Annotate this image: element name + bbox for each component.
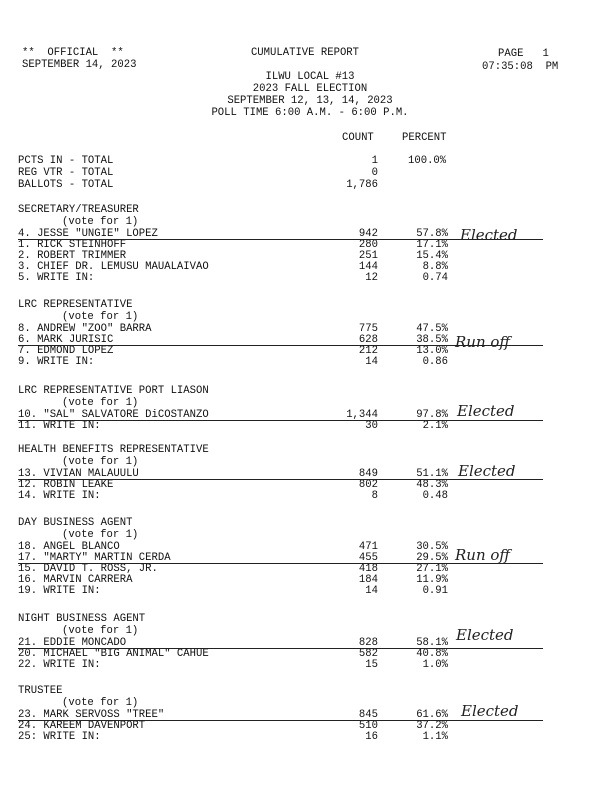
candidate-name: 2. ROBERT TRIMMER	[18, 250, 127, 262]
candidate-percent: 48.3%	[416, 479, 448, 491]
org-name: ILWU LOCAL #13	[265, 71, 355, 83]
candidate-name: 10. "SAL" SALVATORE DiCOSTANZO	[18, 409, 209, 421]
vote-for-label: (vote for 1)	[62, 529, 139, 541]
candidate-count: 144	[358, 261, 378, 273]
candidate-name: 23. MARK SERVOSS "TREE"	[18, 709, 165, 721]
candidate-name: 19. WRITE IN:	[18, 585, 101, 597]
candidate-percent: 57.8%	[416, 228, 448, 240]
candidate-percent: 0.86	[422, 356, 448, 368]
race-title: TRUSTEE	[18, 685, 63, 697]
candidate-count: 471	[358, 541, 378, 553]
vote-for-label: (vote for 1)	[62, 697, 139, 709]
candidate-percent: 15.4%	[416, 250, 448, 262]
candidate-count: 15	[365, 659, 378, 671]
candidate-name: 15. DAVID T. ROSS, JR.	[18, 563, 158, 575]
candidate-count: 942	[358, 228, 378, 240]
candidate-percent: 8.8%	[422, 261, 448, 273]
candidate-percent: 27.1%	[416, 563, 448, 575]
candidate-count: 775	[358, 323, 378, 335]
percent-column-header: PERCENT	[402, 132, 447, 144]
candidate-count: 510	[358, 720, 378, 732]
candidate-name: 17. "MARTY" MARTIN CERDA	[18, 552, 171, 564]
candidate-percent: 30.5%	[416, 541, 448, 553]
candidate-name: 25: WRITE IN:	[18, 731, 101, 743]
candidate-percent: 13.0%	[416, 345, 448, 357]
candidate-count: 30	[365, 420, 378, 432]
candidate-percent: 1.0%	[422, 659, 448, 671]
vote-for-label: (vote for 1)	[62, 625, 139, 637]
handwritten-annotation: Elected	[460, 226, 518, 244]
candidate-name: 18. ANGEL BLANCO	[18, 541, 120, 553]
candidate-name: 6. MARK JURISIC	[18, 334, 114, 346]
candidate-percent: 0.74	[422, 272, 448, 284]
candidate-name: 8. ANDREW "ZOO" BARRA	[18, 323, 152, 335]
candidate-percent: 0.91	[422, 585, 448, 597]
candidate-count: 280	[358, 239, 378, 251]
candidate-count: 16	[365, 731, 378, 743]
candidate-name: 14. WRITE IN:	[18, 490, 101, 502]
totals-count: 0	[371, 167, 378, 179]
candidate-percent: 37.2%	[416, 720, 448, 732]
candidate-count: 849	[358, 468, 378, 480]
winner-underline	[18, 720, 543, 721]
candidate-percent: 1.1%	[422, 731, 448, 743]
candidate-count: 1,344	[346, 409, 378, 421]
candidate-percent: 97.8%	[416, 409, 448, 421]
candidate-count: 845	[358, 709, 378, 721]
candidate-name: 21. EDDIE MONCADO	[18, 637, 127, 649]
page-number: PAGE 1	[498, 48, 549, 60]
race-title: LRC REPRESENTATIVE	[18, 299, 133, 311]
candidate-count: 212	[358, 345, 378, 357]
candidate-name: 9. WRITE IN:	[18, 356, 95, 368]
handwritten-annotation: Elected	[457, 402, 515, 420]
winner-underline	[18, 420, 543, 421]
candidate-percent: 2.1%	[422, 420, 448, 432]
totals-count: 1,786	[346, 179, 378, 191]
candidate-count: 184	[358, 574, 378, 586]
candidate-percent: 51.1%	[416, 468, 448, 480]
vote-for-label: (vote for 1)	[62, 397, 139, 409]
candidate-count: 14	[365, 356, 378, 368]
candidate-name: 20. MICHAEL "BIG ANIMAL" CAHUE	[18, 648, 209, 660]
report-title: CUMULATIVE REPORT	[250, 47, 360, 59]
candidate-percent: 0.48	[422, 490, 448, 502]
election-dates: SEPTEMBER 12, 13, 14, 2023	[227, 95, 393, 107]
candidate-name: 13. VIVIAN MALAUULU	[18, 468, 139, 480]
candidate-count: 14	[365, 585, 378, 597]
candidate-count: 828	[358, 637, 378, 649]
candidate-name: 7. EDMOND LOPEZ	[18, 345, 114, 357]
candidate-percent: 47.5%	[416, 323, 448, 335]
totals-label: PCTS IN - TOTAL	[18, 155, 114, 167]
vote-for-label: (vote for 1)	[62, 216, 139, 228]
candidate-percent: 29.5%	[416, 552, 448, 564]
vote-for-label: (vote for 1)	[62, 311, 139, 323]
candidate-count: 582	[358, 648, 378, 660]
candidate-count: 455	[358, 552, 378, 564]
election-name: 2023 FALL ELECTION	[252, 83, 368, 95]
poll-time: POLL TIME 6:00 A.M. - 6:00 P.M.	[211, 107, 409, 119]
totals-percent: 100.0%	[408, 155, 447, 167]
handwritten-annotation: Run off	[455, 333, 511, 351]
candidate-percent: 58.1%	[416, 637, 448, 649]
official-label: ** OFFICIAL **	[22, 47, 124, 59]
count-column-header: COUNT	[342, 132, 374, 144]
handwritten-annotation: Elected	[456, 626, 514, 644]
report-date: SEPTEMBER 14, 2023	[22, 59, 137, 71]
totals-count: 1	[371, 155, 378, 167]
race-title: LRC REPRESENTATIVE PORT LIASON	[18, 385, 209, 397]
candidate-count: 802	[358, 479, 378, 491]
candidate-count: 12	[365, 272, 378, 284]
candidate-name: 4. JESSE "UNGIE" LOPEZ	[18, 228, 158, 240]
candidate-percent: 11.9%	[416, 574, 448, 586]
candidate-name: 5. WRITE IN:	[18, 272, 95, 284]
handwritten-annotation: Elected	[458, 462, 516, 480]
totals-label: REG VTR - TOTAL	[18, 167, 114, 179]
vote-for-label: (vote for 1)	[62, 456, 139, 468]
candidate-count: 418	[358, 563, 378, 575]
winner-underline	[18, 648, 543, 649]
race-title: NIGHT BUSINESS AGENT	[18, 613, 146, 625]
candidate-name: 12. ROBIN LEAKE	[18, 479, 114, 491]
candidate-name: 24. KAREEM DAVENPORT	[18, 720, 146, 732]
handwritten-annotation: Elected	[461, 702, 519, 720]
race-title: SECRETARY/TREASURER	[18, 204, 139, 216]
totals-label: BALLOTS - TOTAL	[18, 179, 114, 191]
candidate-name: 3. CHIEF DR. LEMUSU MAUALAIVAO	[18, 261, 209, 273]
candidate-count: 8	[371, 490, 378, 502]
handwritten-annotation: Run off	[455, 546, 511, 564]
candidate-name: 22. WRITE IN:	[18, 659, 101, 671]
race-title: DAY BUSINESS AGENT	[18, 517, 133, 529]
candidate-name: 16. MARVIN CARRERA	[18, 574, 133, 586]
candidate-percent: 17.1%	[416, 239, 448, 251]
candidate-count: 251	[358, 250, 378, 262]
race-title: HEALTH BENEFITS REPRESENTATIVE	[18, 444, 209, 456]
candidate-percent: 38.5%	[416, 334, 448, 346]
candidate-percent: 40.8%	[416, 648, 448, 660]
candidate-name: 11. WRITE IN:	[18, 420, 101, 432]
candidate-name: 1. RICK STEINHOFF	[18, 239, 127, 251]
candidate-percent: 61.6%	[416, 709, 448, 721]
candidate-count: 628	[358, 334, 378, 346]
report-time: 07:35:08 PM	[482, 61, 559, 73]
